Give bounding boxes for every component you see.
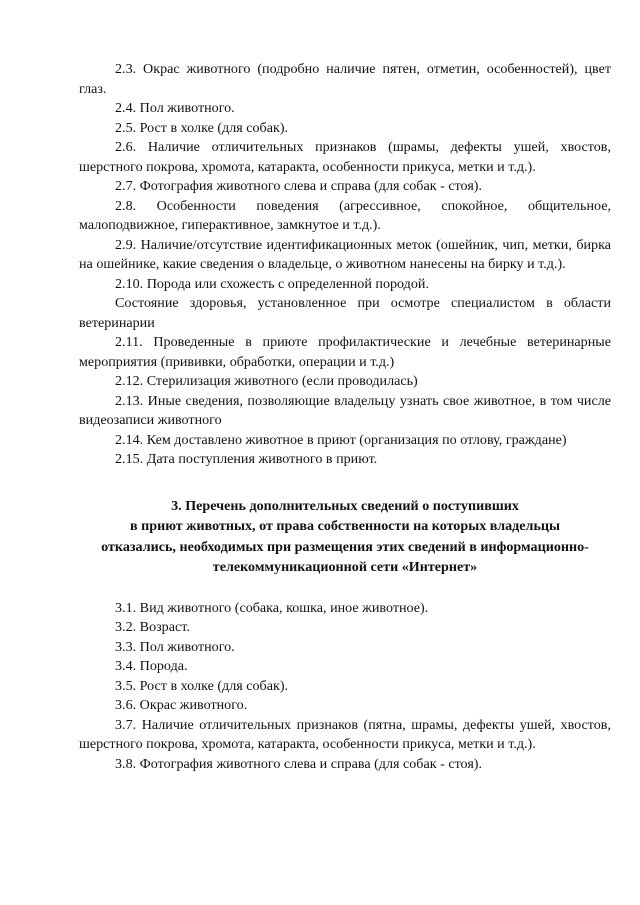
section-2-list [79,60,611,470]
spacer [79,578,611,599]
list-item: 3.5. Рост в холке (для собак). [115,677,289,694]
list-item: 2.7. Фотография животного слева и справа (для собак - стоя). [115,178,483,194]
list-item: 3.4. Порода. [115,658,188,674]
list-item: 3.8. Фотография животного слева и справа (для собак - стоя). [115,755,483,772]
list-item: 2.11. Проведенные в приюте профилактические и лечебные ветеринарные мероприятия (прививки, обработки, операции и т.д.) [79,334,611,370]
list-item: 2.15. Дата поступления животного в приют. [115,451,378,467]
list-item: Состояние здоровья, установленное при осмотре специалистом в области ветеринарии [79,295,611,331]
document-page [79,60,611,774]
list-item: 3.1. Вид животного (собака, кошка, иное животное). [115,599,429,616]
list-item: 2.9. Наличие/отсутствие идентификационных меток (ошейник, чип, метки, бирка на ошейнике, какие сведения о владельце, о животном нанесены на бирку и т.д.). [79,236,611,272]
list-item: 2.3. Окрас животного (подробно наличие пятен, отметин, особенностей), цвет глаз. [79,61,611,97]
list-item: 2.6. Наличие отличительных признаков (шрамы, дефекты ушей, хвостов, шерстного покрова, хромота, катаракта, особенности прикуса, метки и т.д.). [79,139,611,175]
list-item: 2.5. Рост в холке (для собак). [115,119,289,136]
spacer [79,470,611,496]
heading-line: отказались, необходимых при размещения этих сведений в информационно- [101,538,589,555]
list-item: 2.12. Стерилизация животного (если проводилась) [115,373,418,389]
heading-line: в приют животных, от права собственности на которых владельцы [129,518,561,534]
list-item: 2.10. Порода или схожесть с определенной породой. [115,275,429,292]
list-item: 2.14. Кем доставлено животное в приют (организация по отлову, граждане) [115,431,567,448]
list-item: 3.2. Возраст. [115,619,190,635]
section-3-list [79,599,611,775]
list-item: 2.13. Иные сведения, позволяющие владельцу узнать свое животное, в том числе видеозаписи животного [79,392,611,428]
heading-line: 3. Перечень дополнительных сведений о поступивших [171,497,519,514]
list-item: 3.6. Окрас животного. [115,697,248,713]
heading-line: телекоммуникационной сети «Интернет» [212,559,478,575]
list-item: 3.3. Пол животного. [115,638,235,655]
list-item: 2.4. Пол животного. [115,100,235,116]
list-item: 3.7. Наличие отличительных признаков (пятна, шрамы, дефекты ушей, хвостов, шерстного покрова, хромота, катаракта, особенности прикуса, метки и т.д.). [79,716,611,752]
section-3-heading [79,496,611,578]
list-item: 2.8. Особенности поведения (агрессивное, спокойное, общительное, малоподвижное, гиперактивное, замкнутое и т.д.). [79,197,611,233]
